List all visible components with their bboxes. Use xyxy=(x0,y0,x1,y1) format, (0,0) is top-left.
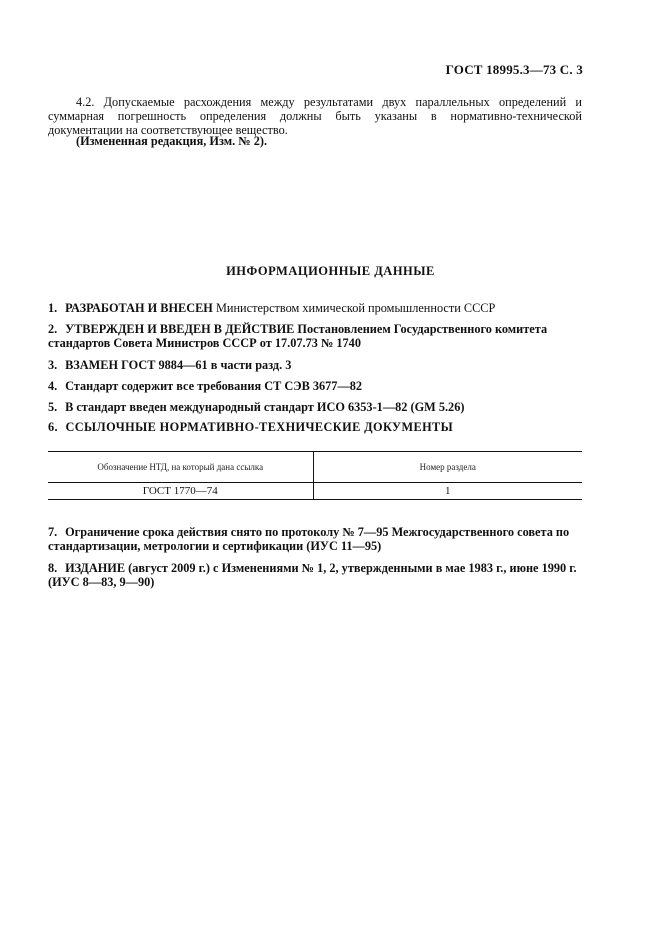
item-bold: РАЗРАБОТАН И ВНЕСЕН xyxy=(65,301,213,315)
cell-section: 1 xyxy=(445,485,451,497)
item-number: 5. xyxy=(48,400,58,414)
item-text: Постановлением Государственного комитета стандартов Совета Министров СССР от 17.07.73 № 1740 xyxy=(48,322,548,350)
section-title-info: ИНФОРМАЦИОННЫЕ ДАННЫЕ xyxy=(226,264,435,278)
item-number: 8. xyxy=(48,561,58,575)
item-number: 3. xyxy=(48,358,58,372)
item-bold: ВЗАМЕН xyxy=(65,358,119,372)
item-bold: ИЗДАНИЕ xyxy=(65,561,126,575)
info-item-6 xyxy=(48,420,588,434)
item-bold: УТВЕРЖДЕН И ВВЕДЕН В ДЕЙСТВИЕ xyxy=(65,322,295,336)
item-number: 4. xyxy=(48,379,58,393)
page-header-doc-ref: ГОСТ 18995.3—73 С. 3 xyxy=(445,62,583,77)
info-item-2 xyxy=(48,322,588,350)
item-number: 6. xyxy=(48,420,59,434)
item-text: Стандарт содержит все требования СТ СЭВ 3677—82 xyxy=(65,379,363,393)
item-text: Ограничение срока действия снято по протоколу № 7—95 Межгосударственного совета по стандартизации, метрологии и сертификации (ИУС 11—95) xyxy=(48,525,570,553)
referenced-documents-table xyxy=(48,451,582,500)
item-text: (август 2009 г.) с Изменениями № 1, 2, утвержденными в мае 1983 г., июне 1990 г. (ИУС 8—83, 9—90) xyxy=(48,561,577,589)
item-number: 7. xyxy=(48,525,58,539)
clause-4-2-text: 4.2. Допускаемые расхождения между результатами двух параллельных определений и суммарная погрешность определения должны быть указаны в нормативно-технической документации на соответствующее вещество. xyxy=(48,95,582,137)
info-item-1 xyxy=(48,301,588,315)
item-text: ГОСТ 9884—61 в части разд. 3 xyxy=(118,358,292,372)
item-text: Министерством химической промышленности СССР xyxy=(212,301,496,315)
info-item-4 xyxy=(48,379,588,393)
item-bold: ССЫЛОЧНЫЕ НОРМАТИВНО-ТЕХНИЧЕСКИЕ ДОКУМЕНТЫ xyxy=(65,420,454,434)
table-row xyxy=(48,483,582,500)
info-item-8 xyxy=(48,561,588,589)
info-item-3 xyxy=(48,358,588,372)
item-text: В стандарт введен международный стандарт ИСО 6353-1—82 (GM 5.26) xyxy=(65,400,465,414)
table-header-row xyxy=(48,452,582,483)
cell-doc: ГОСТ 1770—74 xyxy=(48,483,313,500)
col-header-section: Номер раздела xyxy=(313,452,582,483)
item-number: 2. xyxy=(48,322,58,336)
item-number: 1. xyxy=(48,301,58,315)
info-item-5 xyxy=(48,400,588,414)
info-item-7 xyxy=(48,525,588,553)
amendment-note: (Измененная редакция, Изм. № 2). xyxy=(76,134,268,148)
col-header-doc: Обозначение НТД, на который дана ссылка xyxy=(48,452,313,483)
clause-4-2 xyxy=(48,95,582,137)
